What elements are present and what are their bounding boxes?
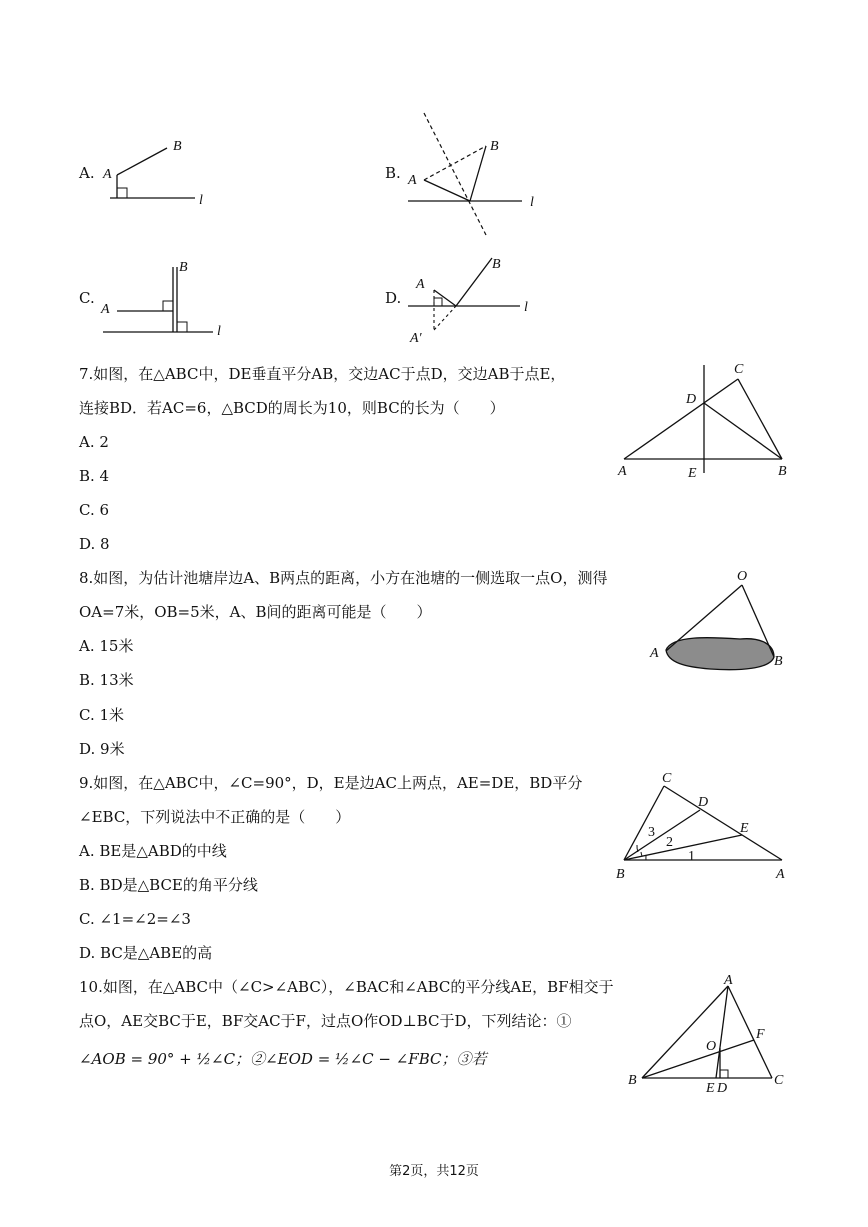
- q6-option-c-label: C.: [79, 289, 95, 307]
- q9-label-3: 3: [648, 825, 655, 840]
- q6a-label-b: B: [173, 139, 182, 154]
- q9-option-b[interactable]: B. BD是△BCE的角平分线: [79, 876, 258, 894]
- q9-label-2: 2: [666, 835, 673, 850]
- q8-option-c[interactable]: C. 1米: [79, 706, 125, 724]
- q6d-label-a-prime: A′: [410, 331, 422, 346]
- q7-option-c[interactable]: C. 6: [79, 501, 110, 519]
- q6a-label-l: l: [199, 193, 203, 208]
- q10-label-a: A: [724, 973, 733, 988]
- q8-option-a[interactable]: A. 15米: [79, 637, 134, 655]
- q7-option-d[interactable]: D. 8: [79, 535, 110, 553]
- q9-label-b: B: [616, 867, 625, 882]
- q7-stem-line1: 7.如图，在△ABC中，DE垂直平分AB，交边AC于点D，交边AB于点E，: [79, 365, 566, 383]
- q6d-label-a: A: [416, 277, 425, 292]
- q7-label-d: D: [686, 392, 697, 407]
- q10-stem-line3: ∠AOB = 90° + ½∠C；②∠EOD = ½∠C − ∠FBC；③若: [79, 1050, 487, 1068]
- q9-option-d[interactable]: D. BC是△ABE的高: [79, 944, 213, 962]
- q10-label-d: D: [717, 1081, 728, 1096]
- q8-option-b[interactable]: B. 13米: [79, 671, 134, 689]
- q7-label-a: A: [618, 464, 627, 479]
- q6c-label-a: A: [101, 302, 110, 317]
- q6-figure-b: [400, 108, 550, 238]
- q10-label-e: E: [706, 1081, 715, 1096]
- q9-option-a[interactable]: A. BE是△ABD的中线: [79, 842, 227, 860]
- q10-figure: [620, 970, 800, 1100]
- q8-label-o: O: [737, 569, 748, 584]
- q9-label-a: A: [776, 867, 785, 882]
- q9-label-c: C: [662, 771, 672, 786]
- q8-figure: [640, 565, 800, 680]
- q6b-label-l: l: [530, 195, 534, 210]
- q6-option-b-label: B.: [385, 164, 401, 182]
- q10-label-o: O: [706, 1039, 717, 1054]
- q6d-label-b: B: [492, 257, 501, 272]
- q8-option-d[interactable]: D. 9米: [79, 740, 125, 758]
- q10-stem-line2: 点O，AE交BC于E，BF交AC于F，过点O作OD⊥BC于D，下列结论：①: [79, 1012, 572, 1030]
- q6d-label-l: l: [524, 300, 528, 315]
- q10-label-c: C: [774, 1073, 784, 1088]
- page-footer: 第2页，共12页: [389, 1164, 479, 1179]
- q10-label-f: F: [756, 1027, 765, 1042]
- q9-label-1: 1: [688, 849, 695, 864]
- q7-stem-line2: 连接BD．若AC=6，△BCD的周长为10，则BC的长为（ ）: [79, 399, 505, 417]
- q6-option-a-label: A.: [79, 164, 95, 182]
- q10-label-b: B: [628, 1073, 637, 1088]
- q8-stem-line1: 8.如图，为估计池塘岸边A、B两点的距离，小方在池塘的一侧选取一点O，测得: [79, 569, 608, 587]
- q7-label-e: E: [688, 466, 697, 481]
- q7-label-c: C: [734, 362, 744, 377]
- q6-option-d-label: D.: [385, 289, 402, 307]
- q9-label-e: E: [740, 821, 749, 836]
- q7-label-b: B: [778, 464, 787, 479]
- q6b-label-a: A: [408, 173, 417, 188]
- q6-figure-d: [400, 250, 540, 350]
- q9-stem-line2: ∠EBC，下列说法中不正确的是（ ）: [79, 808, 351, 826]
- q6-figure-c: [95, 255, 235, 345]
- q9-option-c[interactable]: C. ∠1=∠2=∠3: [79, 910, 191, 928]
- q6b-label-b: B: [490, 139, 499, 154]
- q7-option-a[interactable]: A. 2: [79, 433, 109, 451]
- q7-option-b[interactable]: B. 4: [79, 467, 110, 485]
- q9-label-d: D: [698, 795, 709, 810]
- q9-stem-line1: 9.如图，在△ABC中，∠C=90°，D，E是边AC上两点，AE=DE，BD平分: [79, 774, 583, 792]
- q8-label-a: A: [650, 646, 659, 661]
- q9-figure: [610, 770, 800, 885]
- q10-stem-line1: 10.如图，在△ABC中（∠C>∠ABC），∠BAC和∠ABC的平分线AE，BF相交于: [79, 978, 614, 996]
- q8-stem-line2: OA=7米，OB=5米，A、B间的距离可能是（ ）: [79, 603, 432, 621]
- q7-figure: [610, 355, 800, 485]
- q8-label-b: B: [774, 654, 783, 669]
- q6c-label-b: B: [179, 260, 188, 275]
- q6a-label-a: A: [103, 167, 112, 182]
- q6c-label-l: l: [217, 324, 221, 339]
- q6-figure-a: [95, 130, 215, 215]
